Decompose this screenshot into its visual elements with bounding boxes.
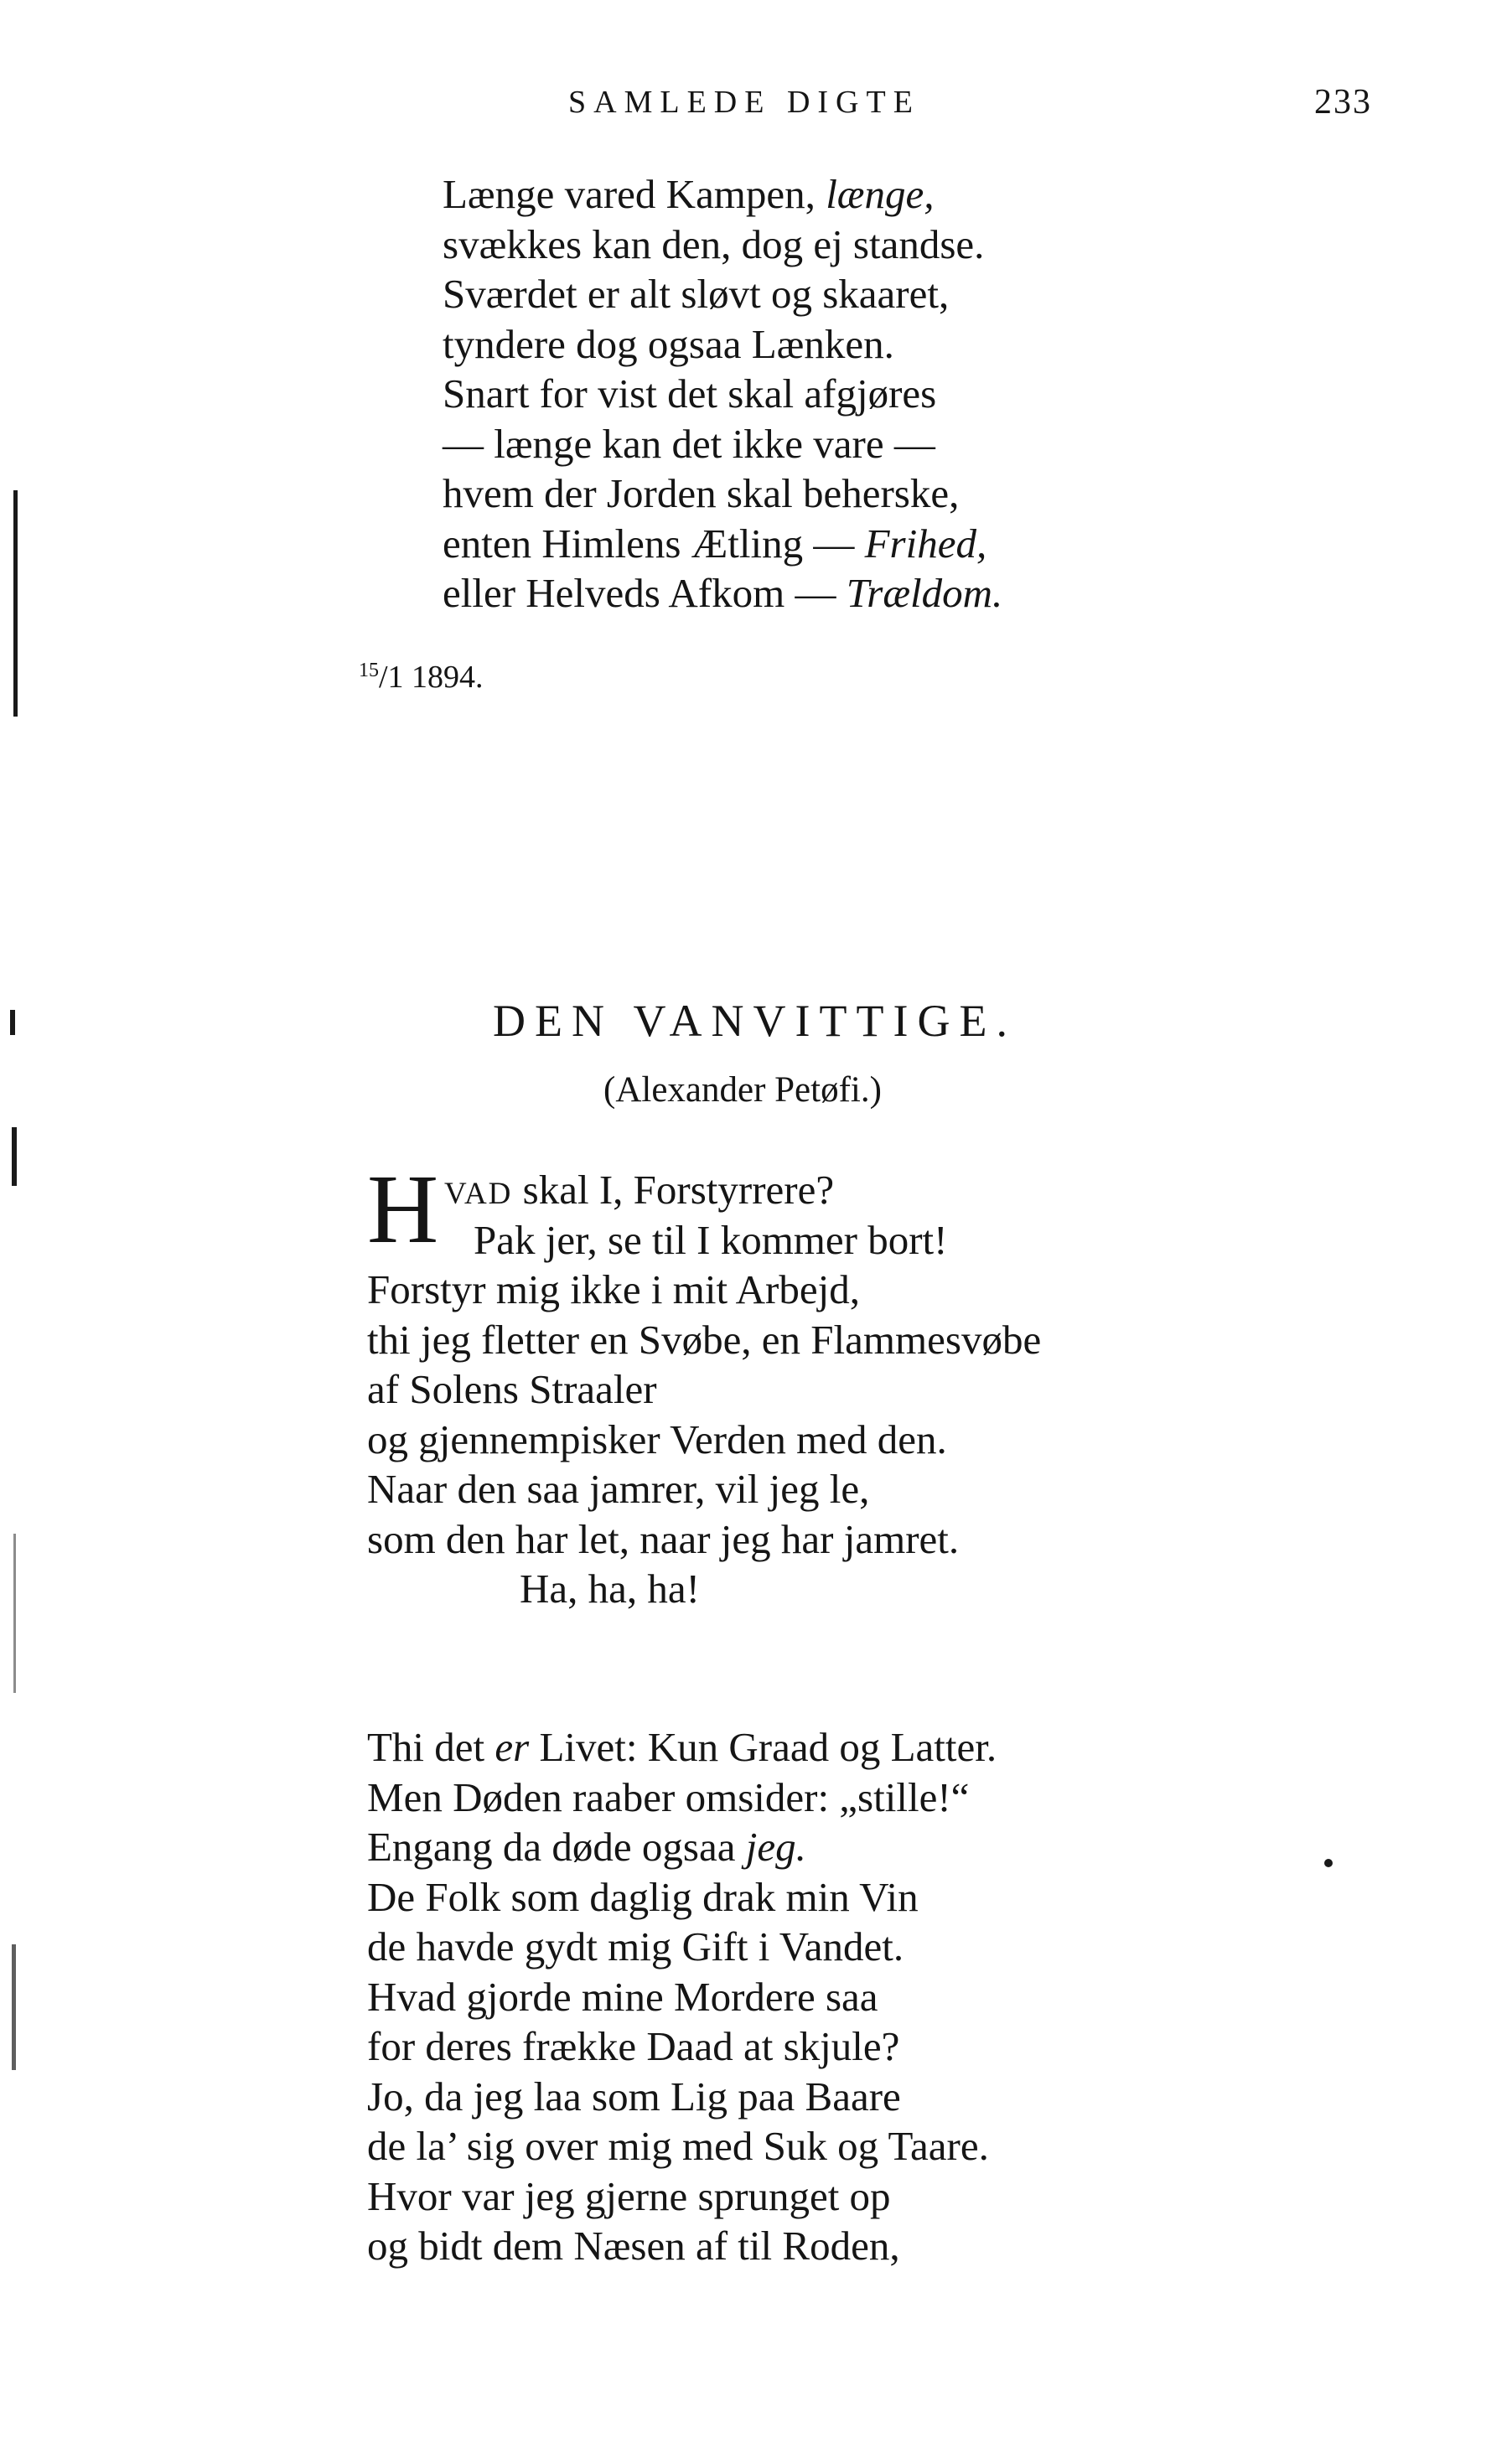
poem-line: Hvad gjorde mine Mordere saa (367, 1973, 878, 2020)
scan-mark (1324, 1859, 1333, 1867)
poem-line: enten Himlens Ætling — Frihed, (443, 520, 987, 567)
poem-line: Ha, ha, ha! (520, 1566, 700, 1612)
poem-line: Engang da døde ogsaa jeg. (367, 1824, 806, 1870)
second-line: Pak jer, se til I kommer bort! (474, 1216, 948, 1263)
poem-line: Hvor var jeg gjerne sprunget op (367, 2172, 891, 2219)
poem1-stanza (443, 169, 1002, 619)
poem-subtitle: (Alexander Petøfi.) (603, 1070, 882, 1110)
poem-line: af Solens Straaler (367, 1366, 657, 1412)
poem-line: — længe kan det ikke vare — (443, 420, 935, 467)
page-number: 233 (1314, 83, 1372, 122)
poem-line: Længe vared Kampen, længe, (443, 171, 935, 217)
poem-line: Sværdet er alt sløvt og skaaret, (443, 271, 950, 317)
scan-mark (13, 1534, 16, 1693)
running-header (0, 77, 1512, 127)
scan-mark (13, 490, 18, 717)
poem2-stanza-1 (367, 1265, 1041, 1614)
poem-line: eller Helveds Afkom — Trældom. (443, 570, 1003, 616)
poem-line: Naar den saa jamrer, vil jeg le, (367, 1466, 870, 1512)
poem-line: Snart for vist det skal afgjøres (443, 370, 937, 417)
poem-line: og bidt dem Næsen af til Roden, (367, 2223, 900, 2269)
poem-line: tyndere dog ogsaa Lænken. (443, 320, 894, 367)
poem-line: som den har let, naar jeg har jamret. (367, 1515, 960, 1562)
poem-line: de havde gydt mig Gift i Vandet. (367, 1923, 904, 1969)
first-line: VAD skal I, Forstyrrere? (444, 1167, 835, 1213)
scan-mark (10, 1010, 15, 1035)
date-superscript: 15 (359, 660, 379, 681)
poem-line: thi jeg fletter en Svøbe, en Flammesvøbe (367, 1316, 1042, 1363)
scan-mark (12, 1944, 16, 2070)
poem-title: DEN VANVITTIGE. (493, 996, 1017, 1046)
poem-date (359, 645, 484, 702)
poem-line: De Folk som daglig drak min Vin (367, 1873, 919, 1920)
running-title: SAMLEDE DIGTE (568, 85, 920, 120)
poem-line: og gjennempisker Verden med den. (367, 1416, 947, 1462)
poem-line: Forstyr mig ikke i mit Arbejd, (367, 1266, 860, 1312)
poem-line: hvem der Jorden skal beherske, (443, 470, 960, 516)
poem-line: for deres frække Daad at skjule? (367, 2023, 900, 2069)
poem-line: svækkes kan den, dog ej standse. (443, 220, 985, 267)
scan-mark (12, 1127, 17, 1186)
poem-line: de la’ sig over mig med Suk og Taare. (367, 2123, 989, 2169)
poem-line: Jo, da jeg laa som Lig paa Baare (367, 2073, 901, 2120)
poem2-stanza-2 (367, 1722, 997, 2271)
poem-line: Thi det er Livet: Kun Graad og Latter. (367, 1724, 997, 1770)
date-rest: /1 1894. (379, 660, 484, 695)
drop-cap: H (367, 1154, 439, 1264)
poem-line: Men Døden raaber omsider: „stille!“ (367, 1773, 970, 1820)
